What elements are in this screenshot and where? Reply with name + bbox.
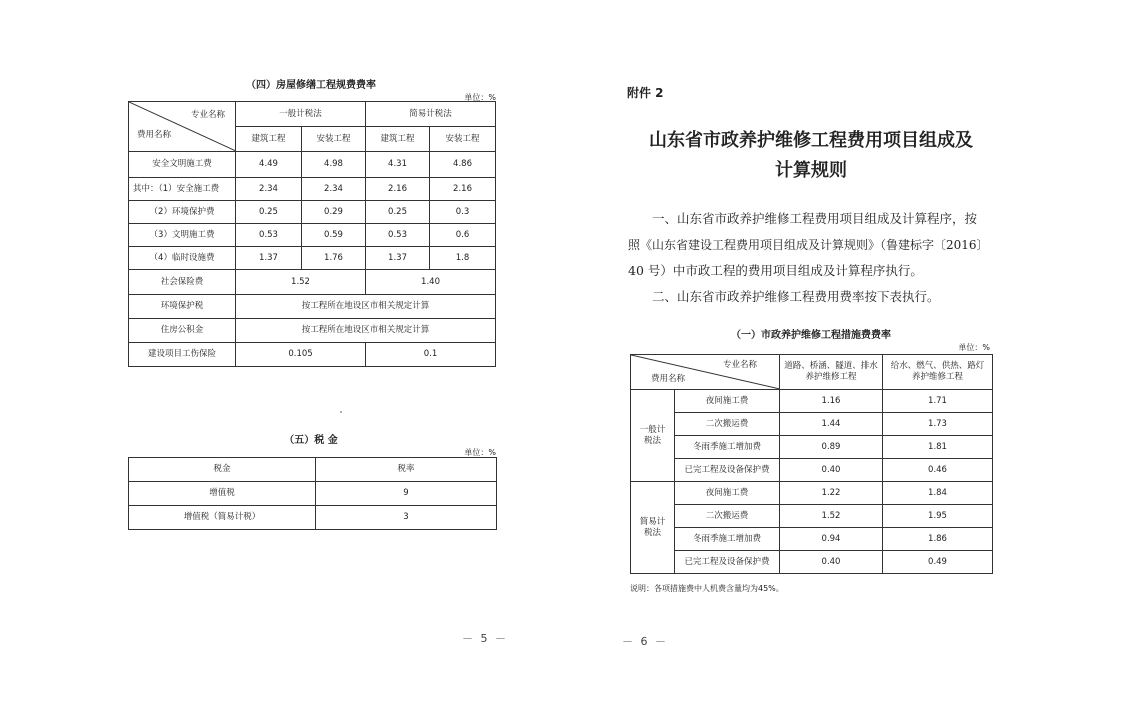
cell-value: 0.94 [780,528,883,551]
cell-value: 0.89 [780,436,883,459]
table-row [631,459,993,482]
cell-value: 按工程所在地设区市相关规定计算 [236,295,496,319]
section5-unit: 单位：% [464,448,496,457]
diag-bottom-label: 费用名称 [137,130,172,141]
table-row [129,482,497,506]
table-row [129,201,496,224]
row-name: 夜间施工费 [675,482,780,505]
row-name: 冬雨季施工增加费 [675,528,780,551]
col-header-road-line1: 道路、桥涵、隧道、排水 [784,361,878,372]
table-header-row [631,355,993,390]
section5-caption: （五）税 金 [284,435,338,446]
cell-value: 1.16 [780,390,883,413]
group-label-line1: 简易计 [639,516,666,527]
cell-value: 1.86 [883,528,993,551]
diag-bottom-label: 费用名称 [651,374,686,385]
cell-value: 0.40 [780,551,883,574]
diag-top-label: 专业名称 [722,360,757,370]
cell-value: 0.59 [302,224,366,247]
group-simple-header: 简易计税法 [366,102,496,127]
col-header-road-line2: 养护维修工程 [805,372,857,382]
paragraph-2: 二、山东省市政养护维修工程费用费率按下表执行。 [652,289,940,304]
row-name: 住房公积金 [129,319,236,343]
section4-table [128,101,496,367]
cell-value: 1.73 [883,413,993,436]
cell-value: 0.3 [430,201,496,224]
table-row [129,319,496,343]
group-label-line2: 税法 [643,527,661,538]
col-header-utility-line1: 给水、燃气、供热、路灯 [890,361,985,372]
row-name: （4）临时设施费 [129,247,236,270]
cell-value: 2.34 [302,178,366,201]
page-number-right: － 6 － [622,635,668,648]
cell-value: 0.46 [883,459,993,482]
paragraph-1-line2: 照《山东省建设工程费用项目组成及计算规则》（鲁建标字〔2016〕 [628,238,989,252]
group-label-line2: 税法 [643,435,661,446]
table-row [129,295,496,319]
group-general-header: 一般计税法 [236,102,366,127]
cell-value: 0.29 [302,201,366,224]
row-name: 二次搬运费 [675,413,780,436]
cell-value: 1.95 [883,505,993,528]
table-row [129,270,496,295]
sub-header: 安装工程 [302,127,366,152]
cell-value: 0.25 [236,201,302,224]
cell-value: 4.49 [236,152,302,178]
col-header-utility-line2: 养护维修工程 [911,372,963,382]
row-name: 夜间施工费 [675,390,780,413]
measure-table-unit: 单位：% [958,343,990,352]
cell-value: 2.16 [430,178,496,201]
table-row [631,413,993,436]
table-row [129,506,497,530]
row-name: 社会保险费 [129,270,236,295]
cell-value: 1.37 [366,247,430,270]
row-name: 增值税 [129,482,316,506]
cell-value: 0.1 [366,343,496,367]
cell-value: 按工程所在地设区市相关规定计算 [236,319,496,343]
cell-value: 4.98 [302,152,366,178]
row-name: （2）环境保护费 [129,201,236,224]
cell-value: 1.81 [883,436,993,459]
table-row [631,482,993,505]
cell-value: 1.22 [780,482,883,505]
table-note: 说明：各项措施费中人机费含量均为45%。 [630,584,784,593]
table-row [631,551,993,574]
table-row [631,505,993,528]
cell-value: 0.25 [366,201,430,224]
cell-value: 0.40 [780,459,883,482]
diag-top-label: 专业名称 [190,110,225,120]
doc-title-line2: 计算规则 [775,160,847,181]
table-row [631,390,993,413]
section4-caption: （四）房屋修缮工程规费费率 [246,80,376,91]
section4-unit: 单位：% [464,93,496,102]
table-row [129,343,496,367]
table-row [631,436,993,459]
cell-value: 1.71 [883,390,993,413]
col-header-road [780,355,883,390]
table-row [129,178,496,201]
cell-value: 1.37 [236,247,302,270]
col-header: 税率 [316,458,497,482]
row-name: 增值税（简易计税） [129,506,316,530]
row-name: 二次搬运费 [675,505,780,528]
measure-fee-table [630,354,993,574]
row-name: 已完工程及设备保护费 [675,551,780,574]
cell-value: 0.53 [366,224,430,247]
attachment-label: 附件 2 [627,86,664,100]
section5-table [128,457,497,530]
row-name: 其中：（1）安全施工费 [129,178,236,201]
group-label-simple [631,482,675,574]
cell-value: 4.31 [366,152,430,178]
sub-header: 建筑工程 [236,127,302,152]
row-name: （3）文明施工费 [129,224,236,247]
col-header-utility [883,355,993,390]
group-label-line1: 一般计 [639,424,666,435]
cell-value: 1.8 [430,247,496,270]
paragraph-1-line1: 一、山东省市政养护维修工程费用项目组成及计算程序，按 [652,211,978,226]
row-name: 已完工程及设备保护费 [675,459,780,482]
diagonal-header-cell [631,355,780,390]
doc-title-line1: 山东省市政养护维修工程费用项目组成及 [649,130,973,151]
cell-value: 9 [316,482,497,506]
sub-header: 安装工程 [430,127,496,152]
cell-value: 4.86 [430,152,496,178]
page-number-left: － 5 － [462,632,508,645]
cell-value: 1.52 [780,505,883,528]
cell-value: 1.40 [366,270,496,295]
cell-value: 0.6 [430,224,496,247]
paragraph-1-line3: 40 号）中市政工程的费用项目组成及计算程序执行。 [628,263,923,278]
col-header: 税金 [129,458,316,482]
row-name: 环境保护税 [129,295,236,319]
cell-value: 2.34 [236,178,302,201]
cell-value: 2.16 [366,178,430,201]
cell-value: 0.49 [883,551,993,574]
group-label-general [631,390,675,482]
table-row [129,224,496,247]
row-name: 冬雨季施工增加费 [675,436,780,459]
table-row [129,152,496,178]
sub-header: 建筑工程 [366,127,430,152]
row-name: 建设项目工伤保险 [129,343,236,367]
cell-value: 0.53 [236,224,302,247]
table-header-row [129,458,497,482]
row-name: 安全文明施工费 [129,152,236,178]
cell-value: 0.105 [236,343,366,367]
cell-value: 3 [316,506,497,530]
cell-value: 1.76 [302,247,366,270]
cell-value: 1.84 [883,482,993,505]
table-row [129,247,496,270]
measure-table-caption: （一）市政养护维修工程措施费费率 [731,330,891,341]
diagonal-header-cell [129,102,236,152]
cell-value: 1.44 [780,413,883,436]
scan-speck [340,411,342,413]
table-row [631,528,993,551]
cell-value: 1.52 [236,270,366,295]
